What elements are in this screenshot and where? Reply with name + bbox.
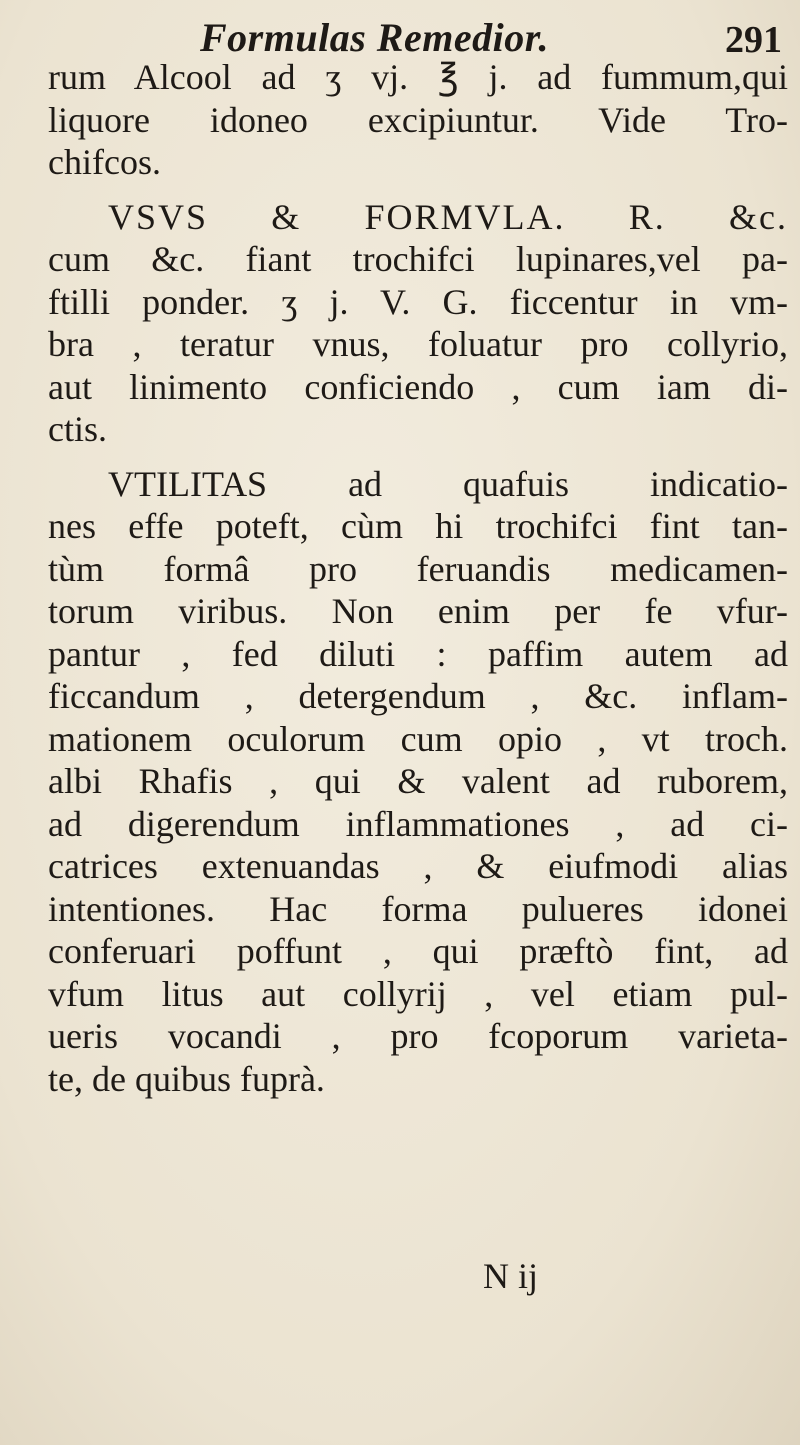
body-text — [48, 56, 788, 1100]
text-line: chifcos. — [48, 142, 161, 182]
page-number: 291 — [725, 19, 782, 61]
text-line: bra , teratur vnus, foluatur pro collyrio, — [48, 324, 788, 364]
catchword-signature: N ij — [483, 1256, 539, 1296]
text-line: torum viribus. Non enim per fe vfur- — [48, 591, 788, 631]
text-line: cum &c. fiant trochifci lupinares,vel pa- — [48, 239, 788, 279]
text-line: ueris vocandi , pro fcoporum varieta- — [48, 1016, 788, 1056]
running-title: Formulas Remedior. — [200, 15, 550, 60]
text-line: conferuari poffunt , qui præftò fint, ad — [48, 931, 788, 971]
text-line: intentiones. Hac forma pulueres idonei — [48, 888, 788, 929]
text-line: vfum litus aut collyrij , vel etiam pul- — [48, 973, 788, 1014]
text-line: mationem oculorum cum opio , vt troch. — [48, 718, 788, 759]
text-line: ctis. — [48, 409, 107, 449]
text-line: aut linimento conficiendo , cum iam di- — [48, 366, 788, 407]
text-line: tùm formâ pro feruandis medicamen- — [48, 548, 788, 589]
text-line: nes effe poteft, cùm hi trochifci fint tan- — [48, 506, 788, 546]
text-line: ad digerendum inflammationes , ad ci- — [48, 803, 788, 844]
text-line: ficcandum , detergendum , &c. inflam- — [48, 676, 788, 716]
text-line: liquore idoneo excipiuntur. Vide Tro- — [48, 99, 788, 140]
text-line: ftilli ponder. ʒ j. V. G. ficcentur in vm- — [48, 281, 788, 322]
paragraph-utilitas — [48, 463, 788, 1101]
text-line: rum Alcool ad ʒ vj. ℥ j. ad fummum,qui — [48, 57, 788, 97]
text-line: albi Rhafis , qui & valent ad ruborem, — [48, 761, 788, 801]
paragraph-intro — [48, 56, 788, 184]
text-line: te, de quibus fuprà. — [48, 1058, 325, 1099]
section-heading-utilitas: VTILITAS ad quafuis indicatio- — [108, 463, 788, 504]
section-heading-usus: VSVS & FORMVLA. R. &c. — [108, 196, 788, 237]
text-line: catrices extenuandas , & eiufmodi alias — [48, 846, 788, 886]
text-line: pantur , fed diluti : paffim autem ad — [48, 633, 788, 674]
paragraph-usus — [48, 196, 788, 451]
